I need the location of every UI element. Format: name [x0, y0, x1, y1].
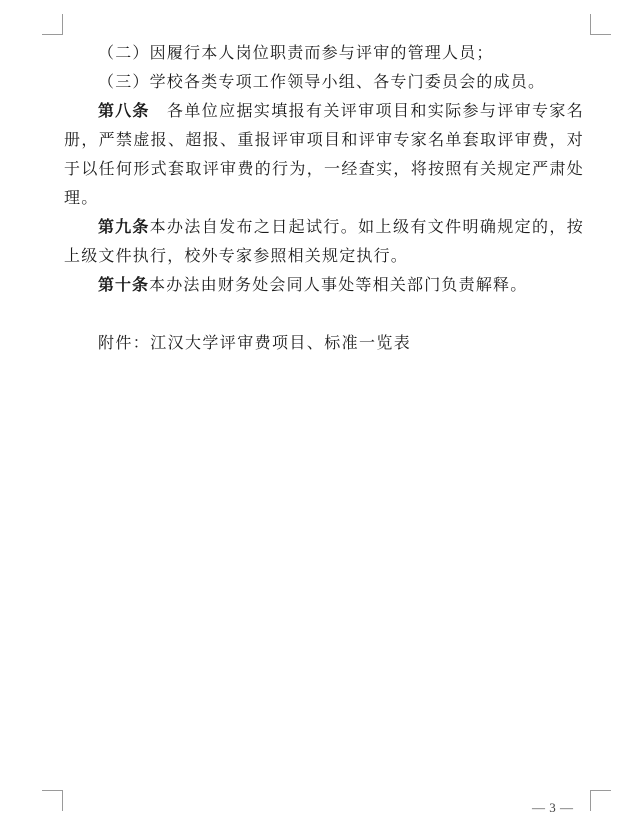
article-10 — [64, 270, 584, 299]
attachment-line: 附件：江汉大学评审费项目、标准一览表 — [98, 333, 412, 352]
article-8 — [64, 96, 584, 212]
crop-mark-bottom-right — [590, 790, 611, 811]
crop-mark-top-right — [590, 14, 611, 35]
article-heading: 第九条 — [98, 217, 150, 236]
crop-mark-top-left — [42, 14, 63, 35]
article-heading: 第八条 — [98, 101, 150, 120]
clause-item-2 — [64, 38, 584, 67]
article-9 — [64, 212, 584, 270]
clause-text: （二）因履行本人岗位职责而参与评审的管理人员； — [98, 43, 494, 62]
clause-text: （三）学校各类专项工作领导小组、各专门委员会的成员。 — [98, 72, 546, 91]
crop-mark-bottom-left — [42, 790, 63, 811]
blank-line — [64, 299, 584, 328]
article-text: 本办法自发布之日起试行。如上级有文件明确规定的，按上级文件执行，校外专家参照相关规定执行。 — [64, 217, 584, 265]
article-heading: 第十条 — [98, 275, 150, 294]
article-text: 本办法由财务处会同人事处等相关部门负责解释。 — [149, 275, 528, 294]
clause-item-3 — [64, 67, 584, 96]
document-body — [64, 38, 584, 357]
page-number: — 3 — — [532, 800, 574, 815]
article-text: 各单位应据实填报有关评审项目和实际参与评审专家名册，严禁虚报、超报、重报评审项目和评审专家名单套取评审费，对于以任何形式套取评审费的行为，一经查实，将按照有关规定严肃处理。 — [64, 101, 584, 207]
